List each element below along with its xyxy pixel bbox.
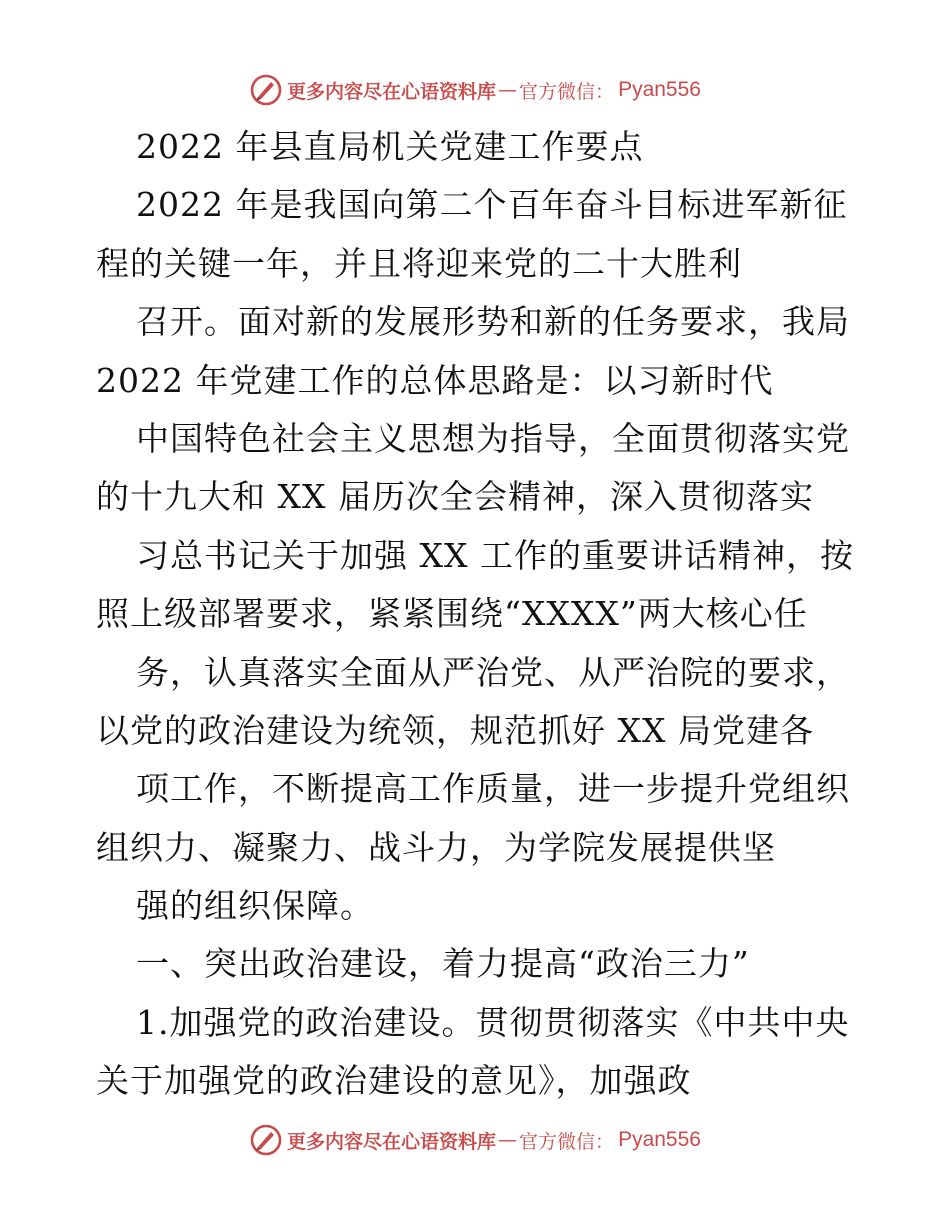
banner-text: 更多内容尽在心语资料库 (287, 80, 497, 103)
document-line: 习总书记关于加强 XX 工作的重要讲话精神，按 (136, 535, 854, 575)
document-line: 一、突出政治建设，着力提高“政治三力” (136, 944, 750, 984)
document-line: 以党的政治建设为统领，规范抓好 XX 局党建各 (96, 710, 814, 750)
document-body (96, 118, 866, 1111)
document-line: 强的组织保障。 (136, 886, 374, 926)
quill-logo-icon (249, 1123, 283, 1157)
document-line: 组织力、凝聚力、战斗力，为学院发展提供坚 (96, 827, 776, 867)
document-line: 2022 年党建工作的总体思路是：以习新时代 (96, 360, 774, 400)
document-line: 照上级部署要求，紧紧围绕“XXXX”两大核心任 (96, 594, 808, 634)
banner-official-label: 官方微信： (519, 1130, 615, 1153)
document-line: 中国特色社会主义思想为指导，全面贯彻落实党 (136, 418, 850, 458)
banner-wechat-id: Pyan556 (618, 78, 701, 101)
document-line: 务，认真落实全面从严治党、从严治院的要求， (136, 652, 850, 692)
banner-wechat-id: Pyan556 (618, 1128, 701, 1151)
document-line: 召开。面对新的发展形势和新的任务要求，我局 (136, 302, 850, 342)
quill-logo-icon (249, 73, 283, 107)
document-line: 关于加强党的政治建设的意见》，加强政 (96, 1061, 692, 1101)
document-line: 2022 年是我国向第二个百年奋斗目标进军新征 (136, 185, 848, 225)
header-banner (0, 70, 950, 110)
document-line: 项工作，不断提高工作质量，进一步提升党组织 (136, 769, 850, 809)
document-line: 的十九大和 XX 届历次全会精神，深入贯彻落实 (96, 477, 814, 517)
footer-banner (0, 1120, 950, 1160)
banner-official-label: 官方微信： (519, 80, 615, 103)
document-line: 1.加强党的政治建设。贯彻贯彻落实《中共中央 (136, 1002, 850, 1042)
banner-text: 更多内容尽在心语资料库 (287, 1130, 497, 1153)
document-line: 程的关键一年，并且将迎来党的二十大胜利 (96, 243, 742, 283)
banner-dash: — (498, 79, 518, 101)
document-line: 2022 年县直局机关党建工作要点 (136, 127, 644, 166)
banner-dash: — (498, 1129, 518, 1151)
